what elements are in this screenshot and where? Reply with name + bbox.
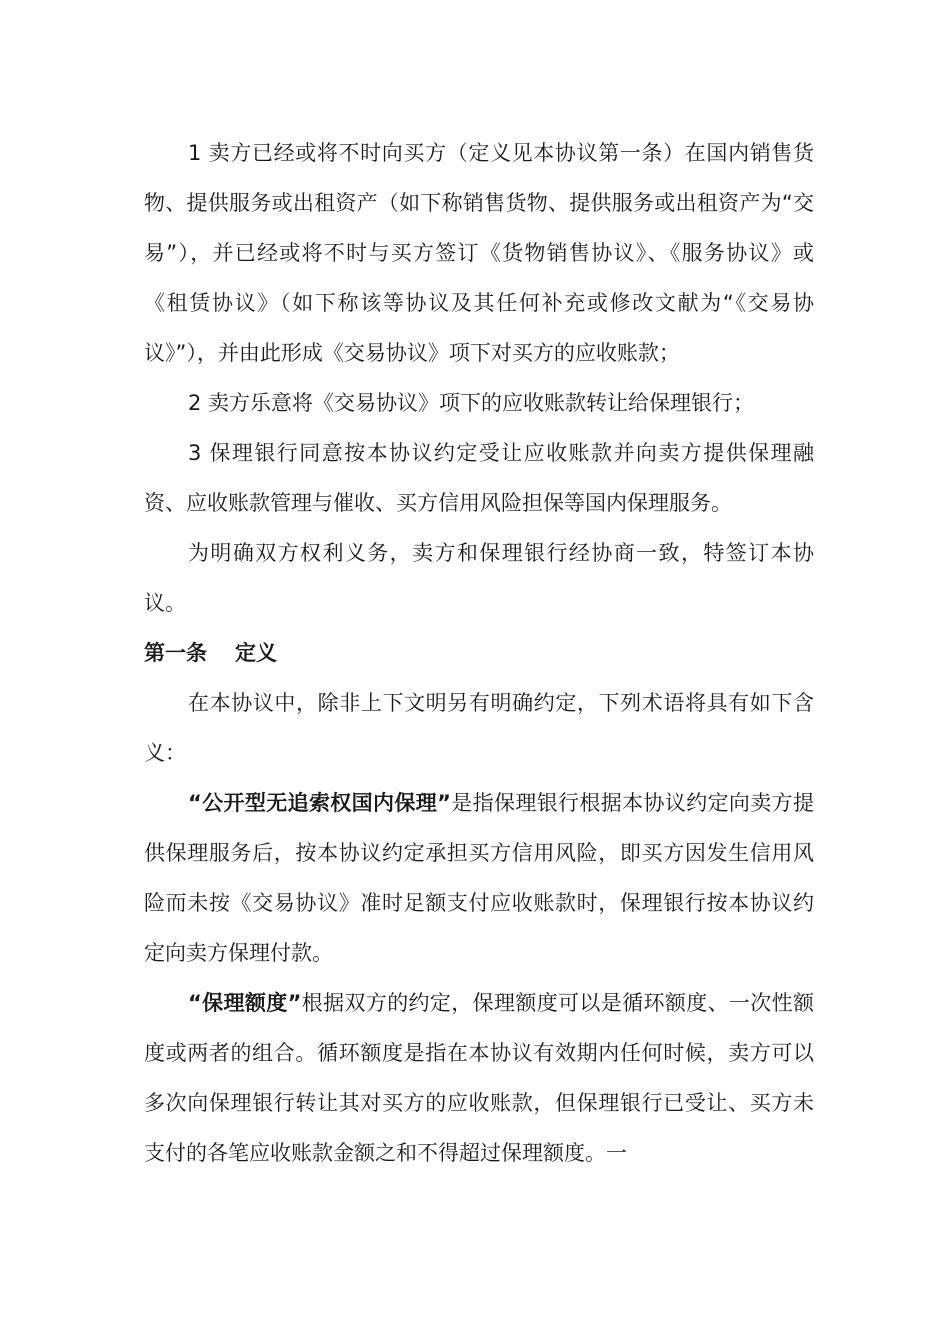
purpose-statement: 为明确双方权利义务，卖方和保理银行经协商一致，特签订本协议。 [144, 541, 814, 615]
article-number: 第一条 [144, 641, 207, 665]
definition-term: “公开型无追索权国内保理” [188, 791, 451, 815]
definition-text: 根据双方的约定，保理额度可以是循环额度、一次性额度或两者的组合。循环额度是指在本协议有效期内任何时候，卖方可以多次向保理银行转让其对买方的应收账款，但保理银行已受让、买方未支付的各笔应收账款金额之和不得超过保理额度。一 [144, 991, 815, 1165]
definition-term: “保理额度” [188, 991, 302, 1015]
article-title: 定义 [235, 641, 277, 665]
definition-nonrecourse-factoring [144, 778, 814, 978]
definitions-intro: 在本协议中，除非上下文明另有明确约定，下列术语将具有如下含义： [144, 691, 814, 765]
article-heading [144, 628, 814, 678]
recital-1: 1 卖方已经或将不时向买方（定义见本协议第一条）在国内销售货物、提供服务或出租资产（如下称销售货物、提供服务或出租资产为“交易”），并已经或将不时与买方签订《货物销售协议》、《服务协议》或《租赁协议》（如下称该等协议及其任何补充或修改文献为“《交易协议》”），并由此形成《交易协议》项下对买方的应收账款； [144, 141, 814, 365]
recital-2: 2 卖方乐意将《交易协议》项下的应收账款转让给保理银行； [188, 391, 755, 415]
document-page [144, 128, 814, 1178]
definition-text: 是指保理银行根据本协议约定向卖方提供保理服务后，按本协议约定承担买方信用风险，即买方因发生信用风险而未按《交易协议》准时足额支付应收账款时，保理银行按本协议约定向卖方保理付款。 [144, 791, 814, 965]
recital-3: 3 保理银行同意按本协议约定受让应收账款并向卖方提供保理融资、应收账款管理与催收、买方信用风险担保等国内保理服务。 [144, 441, 814, 515]
definition-factoring-limit [144, 978, 814, 1178]
